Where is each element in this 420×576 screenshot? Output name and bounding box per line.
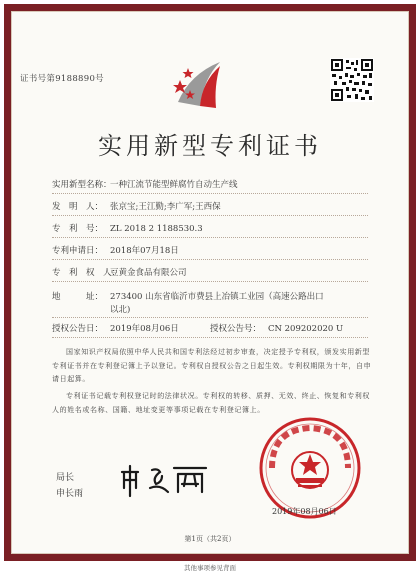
divider — [52, 317, 368, 318]
field-label: 发 明 人： — [52, 202, 104, 212]
field-value: 张京宝;王江勤;李广军;王西保 — [110, 202, 221, 212]
divider — [52, 193, 368, 194]
qr-code-icon — [330, 58, 374, 102]
field-label: 专 利 号： — [52, 224, 104, 234]
field-address-line2 — [110, 303, 130, 315]
field-filing-date — [52, 244, 179, 256]
field-patentee — [52, 266, 187, 278]
page-title: 实用新型专利证书 — [98, 132, 322, 160]
field-value: 2018年07月18日 — [110, 246, 179, 256]
legal-paragraph-2: 专利证书记载专利权登记时的法律状况。专利权的转移、质押、无效、终止、恢复和专利权人的姓名或名称、国籍、地址变更等事项记载在专利登记簿上。 — [52, 392, 370, 414]
field-grant-publication-number — [210, 322, 343, 334]
director-signature-icon — [112, 462, 212, 498]
field-label: 专 利 权 人： — [52, 268, 121, 278]
legal-paragraph-1: 国家知识产权局依照中华人民共和国专利法经过初步审查，决定授予专利权，颁发实用新型专利证书并在专利登记簿上予以登记。专利权自授权公告之日起生效。专利权期限为十年，自申请日起算。 — [52, 348, 372, 383]
field-value: 273400 山东省临沂市费县上冶镇工业园（高速公路出口 — [110, 292, 324, 302]
field-value: ZL 2018 2 1188530.3 — [110, 224, 203, 234]
field-label: 地 址： — [52, 292, 104, 302]
divider — [52, 259, 368, 260]
field-value: 以北) — [110, 305, 131, 315]
field-label: 授权公告号： — [210, 324, 262, 334]
field-label: 实用新型名称： — [52, 180, 112, 190]
divider — [52, 237, 368, 238]
cnipa-logo-icon — [170, 56, 232, 114]
page-number: 第1页（共2页） — [184, 535, 236, 543]
director-name-label: 申长雨 — [56, 489, 84, 499]
field-utility-model-name — [52, 178, 238, 190]
field-address — [52, 290, 324, 302]
field-grant-date — [52, 322, 179, 334]
field-value: 一种江流节能型鲜腐竹自动生产线 — [110, 180, 238, 190]
certificate-number: 证书号第9188890号 — [20, 74, 104, 84]
field-patent-number — [52, 222, 203, 234]
field-label: 专利申请日： — [52, 246, 104, 256]
seal-date: 2019年08月06日 — [272, 507, 337, 516]
director-role-label: 局长 — [56, 473, 75, 483]
field-value: 2019年08月06日 — [110, 324, 179, 334]
field-value: 豆黄金食品有限公司 — [110, 268, 187, 278]
official-seal-icon — [258, 416, 362, 520]
divider — [52, 215, 368, 216]
divider — [52, 281, 368, 282]
field-inventors — [52, 200, 221, 212]
field-value: CN 209202020 U — [268, 324, 344, 334]
divider — [52, 337, 368, 338]
field-label: 授权公告日： — [52, 324, 104, 334]
footer-note: 其他事项参见背面 — [184, 564, 236, 572]
